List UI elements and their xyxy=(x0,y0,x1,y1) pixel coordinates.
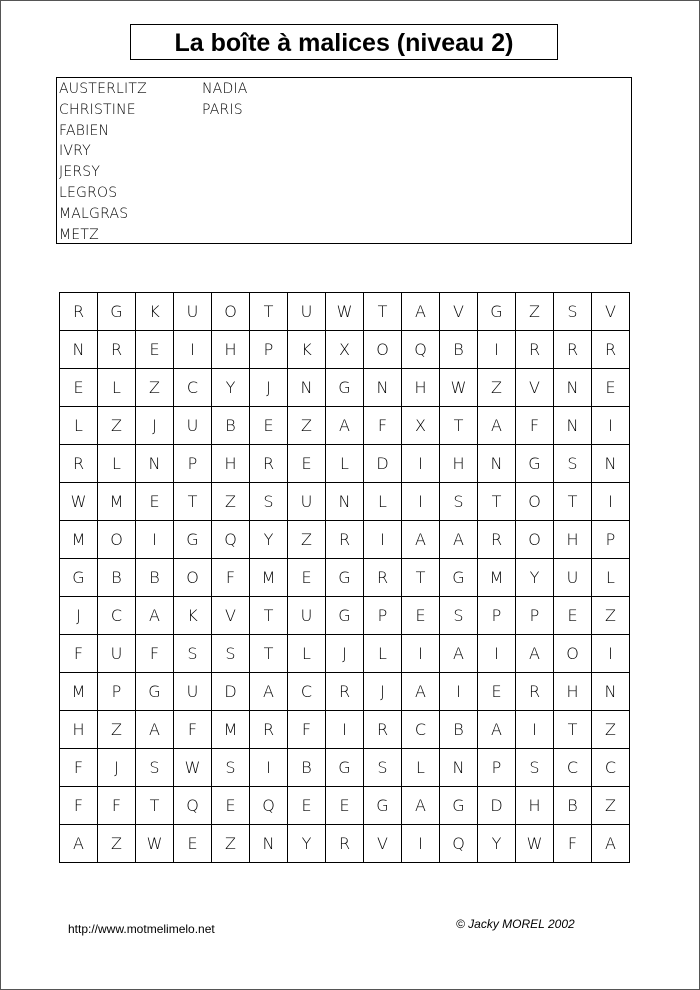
grid-cell[interactable]: G xyxy=(440,559,478,597)
grid-cell[interactable]: R xyxy=(250,711,288,749)
grid-cell[interactable]: S xyxy=(516,749,554,787)
grid-cell[interactable]: Y xyxy=(212,369,250,407)
grid-cell[interactable]: E xyxy=(136,483,174,521)
grid-cell[interactable]: S xyxy=(174,635,212,673)
grid-cell[interactable]: Q xyxy=(174,787,212,825)
grid-cell[interactable]: S xyxy=(554,445,592,483)
grid-cell[interactable]: D xyxy=(478,787,516,825)
grid-cell[interactable]: Z xyxy=(592,597,630,635)
grid-cell[interactable]: H xyxy=(212,331,250,369)
grid-cell[interactable]: P xyxy=(364,597,402,635)
grid-cell[interactable]: O xyxy=(516,521,554,559)
page-title: La boîte à malices (niveau 2) xyxy=(130,24,558,60)
grid-cell[interactable]: I xyxy=(592,483,630,521)
grid-cell[interactable]: R xyxy=(554,331,592,369)
grid-cell[interactable]: W xyxy=(440,369,478,407)
grid-cell[interactable]: R xyxy=(326,521,364,559)
grid-cell[interactable]: Z xyxy=(98,711,136,749)
grid-cell[interactable]: G xyxy=(326,597,364,635)
grid-cell[interactable]: U xyxy=(174,407,212,445)
grid-cell[interactable]: Z xyxy=(516,293,554,331)
grid-cell[interactable]: M xyxy=(212,711,250,749)
grid-cell[interactable]: S xyxy=(212,749,250,787)
grid-cell[interactable]: I xyxy=(326,711,364,749)
grid-cell[interactable]: E xyxy=(326,787,364,825)
grid-cell[interactable]: J xyxy=(136,407,174,445)
grid-cell[interactable]: L xyxy=(98,445,136,483)
grid-cell[interactable]: F xyxy=(174,711,212,749)
grid-cell[interactable]: L xyxy=(364,635,402,673)
grid-cell[interactable]: T xyxy=(364,293,402,331)
grid-cell[interactable]: N xyxy=(136,445,174,483)
grid-cell[interactable]: F xyxy=(136,635,174,673)
word-item: AUSTERLITZ xyxy=(59,81,147,97)
grid-cell[interactable]: F xyxy=(364,407,402,445)
grid-row xyxy=(60,559,630,597)
grid-cell[interactable]: H xyxy=(554,673,592,711)
grid-cell[interactable]: Y xyxy=(250,521,288,559)
grid-cell[interactable]: O xyxy=(516,483,554,521)
grid-cell[interactable]: I xyxy=(478,635,516,673)
grid-cell[interactable]: T xyxy=(478,483,516,521)
grid-cell[interactable]: R xyxy=(60,293,98,331)
grid-cell[interactable]: G xyxy=(60,559,98,597)
word-item: CHRISTINE xyxy=(59,101,136,118)
grid-cell[interactable]: H xyxy=(212,445,250,483)
grid-cell[interactable]: D xyxy=(212,673,250,711)
grid-cell[interactable]: Z xyxy=(98,825,136,863)
grid-cell[interactable]: R xyxy=(516,673,554,711)
grid-cell[interactable]: N xyxy=(288,369,326,407)
grid-cell[interactable]: B xyxy=(212,407,250,445)
grid-cell[interactable]: I xyxy=(250,749,288,787)
grid-cell[interactable]: V xyxy=(364,825,402,863)
grid-cell[interactable]: N xyxy=(440,749,478,787)
grid-row xyxy=(60,635,630,673)
word-item: PARIS xyxy=(202,101,243,118)
grid-cell[interactable]: A xyxy=(478,711,516,749)
grid-cell[interactable]: N xyxy=(250,825,288,863)
grid-cell[interactable]: A xyxy=(592,825,630,863)
grid-cell[interactable]: Q xyxy=(440,825,478,863)
grid-row xyxy=(60,369,630,407)
grid-cell[interactable]: V xyxy=(516,369,554,407)
grid-cell[interactable]: T xyxy=(250,635,288,673)
grid-cell[interactable]: O xyxy=(212,293,250,331)
grid-cell[interactable]: Z xyxy=(98,407,136,445)
grid-cell[interactable]: T xyxy=(554,711,592,749)
grid-cell[interactable]: R xyxy=(478,521,516,559)
grid-cell[interactable]: A xyxy=(440,635,478,673)
footer-copyright: © Jacky MOREL 2002 xyxy=(456,917,575,931)
grid-cell[interactable]: I xyxy=(592,635,630,673)
grid-cell[interactable]: N xyxy=(554,407,592,445)
grid-cell[interactable]: P xyxy=(250,331,288,369)
grid-cell[interactable]: A xyxy=(402,787,440,825)
grid-cell[interactable]: F xyxy=(212,559,250,597)
grid-cell[interactable]: M xyxy=(60,673,98,711)
grid-row xyxy=(60,673,630,711)
grid-cell[interactable]: F xyxy=(516,407,554,445)
grid-cell[interactable]: U xyxy=(288,597,326,635)
grid-cell[interactable]: E xyxy=(402,597,440,635)
grid-cell[interactable]: F xyxy=(554,825,592,863)
grid-cell[interactable]: R xyxy=(326,673,364,711)
grid-cell[interactable]: L xyxy=(592,559,630,597)
grid-cell[interactable]: L xyxy=(60,407,98,445)
grid-cell[interactable]: I xyxy=(136,521,174,559)
grid-cell[interactable]: N xyxy=(592,673,630,711)
grid-cell[interactable]: O xyxy=(364,331,402,369)
grid-cell[interactable]: K xyxy=(174,597,212,635)
grid-cell[interactable]: O xyxy=(98,521,136,559)
grid-cell[interactable]: A xyxy=(402,293,440,331)
grid-cell[interactable]: F xyxy=(288,711,326,749)
grid-cell[interactable]: I xyxy=(478,331,516,369)
grid-cell[interactable]: G xyxy=(98,293,136,331)
grid-cell[interactable]: M xyxy=(478,559,516,597)
grid-cell[interactable]: E xyxy=(136,331,174,369)
grid-cell[interactable]: C xyxy=(288,673,326,711)
grid-cell[interactable]: L xyxy=(98,369,136,407)
grid-cell[interactable]: J xyxy=(250,369,288,407)
grid-row xyxy=(60,293,630,331)
grid-cell[interactable]: T xyxy=(174,483,212,521)
grid-row xyxy=(60,711,630,749)
grid-cell[interactable]: H xyxy=(554,521,592,559)
grid-cell[interactable]: P xyxy=(478,749,516,787)
grid-cell[interactable]: L xyxy=(326,445,364,483)
grid-cell[interactable]: G xyxy=(478,293,516,331)
grid-cell[interactable]: F xyxy=(60,635,98,673)
grid-cell[interactable]: Z xyxy=(212,825,250,863)
grid-cell[interactable]: E xyxy=(288,559,326,597)
grid-cell[interactable]: A xyxy=(250,673,288,711)
grid-cell[interactable]: Y xyxy=(516,559,554,597)
grid-cell[interactable]: N xyxy=(60,331,98,369)
grid-cell[interactable]: H xyxy=(516,787,554,825)
grid-cell[interactable]: P xyxy=(98,673,136,711)
grid-cell[interactable]: T xyxy=(402,559,440,597)
grid-cell[interactable]: R xyxy=(60,445,98,483)
grid-cell[interactable]: C xyxy=(592,749,630,787)
grid-cell[interactable]: T xyxy=(250,597,288,635)
grid-cell[interactable]: B xyxy=(440,331,478,369)
grid-row xyxy=(60,445,630,483)
grid-cell[interactable]: N xyxy=(364,369,402,407)
grid-cell[interactable]: F xyxy=(60,749,98,787)
grid-cell[interactable]: O xyxy=(554,635,592,673)
grid-cell[interactable]: P xyxy=(478,597,516,635)
grid-cell[interactable]: U xyxy=(98,635,136,673)
grid-cell[interactable]: R xyxy=(516,331,554,369)
grid-cell[interactable]: I xyxy=(592,407,630,445)
grid-row xyxy=(60,331,630,369)
grid-cell[interactable]: K xyxy=(136,293,174,331)
word-item: NADIA xyxy=(202,81,248,97)
grid-cell[interactable]: A xyxy=(516,635,554,673)
grid-cell[interactable]: R xyxy=(326,825,364,863)
grid-cell[interactable]: S xyxy=(250,483,288,521)
grid-cell[interactable]: G xyxy=(326,369,364,407)
grid-cell[interactable]: Y xyxy=(288,825,326,863)
grid-cell[interactable]: P xyxy=(516,597,554,635)
grid-cell[interactable]: Q xyxy=(250,787,288,825)
grid-cell[interactable]: A xyxy=(60,825,98,863)
word-item: METZ xyxy=(59,226,99,243)
grid-cell[interactable]: Z xyxy=(288,521,326,559)
grid-cell[interactable]: S xyxy=(554,293,592,331)
grid-cell[interactable]: Z xyxy=(212,483,250,521)
grid-cell[interactable]: B xyxy=(554,787,592,825)
grid-cell[interactable]: R xyxy=(98,331,136,369)
grid-cell[interactable]: E xyxy=(60,369,98,407)
grid-cell[interactable]: V xyxy=(212,597,250,635)
grid-cell[interactable]: R xyxy=(250,445,288,483)
grid-row xyxy=(60,407,630,445)
grid-cell[interactable]: G xyxy=(136,673,174,711)
grid-cell[interactable]: U xyxy=(288,483,326,521)
word-item: JERSY xyxy=(59,164,101,181)
grid-cell[interactable]: W xyxy=(60,483,98,521)
grid-cell[interactable]: Q xyxy=(402,331,440,369)
grid-cell[interactable]: I xyxy=(402,635,440,673)
grid-cell[interactable]: A xyxy=(136,597,174,635)
grid-row xyxy=(60,597,630,635)
grid-cell[interactable]: H xyxy=(402,369,440,407)
grid-cell[interactable]: I xyxy=(364,521,402,559)
letter-grid xyxy=(59,292,630,863)
word-item: LEGROS xyxy=(59,184,118,201)
grid-cell[interactable]: F xyxy=(60,787,98,825)
grid-cell[interactable]: G xyxy=(326,559,364,597)
grid-cell[interactable]: T xyxy=(136,787,174,825)
grid-cell[interactable]: A xyxy=(402,673,440,711)
grid-cell[interactable]: Z xyxy=(478,369,516,407)
grid-cell[interactable]: M xyxy=(98,483,136,521)
grid-row xyxy=(60,749,630,787)
word-list-column-2 xyxy=(202,79,248,121)
grid-cell[interactable]: E xyxy=(174,825,212,863)
grid-cell[interactable]: U xyxy=(174,293,212,331)
grid-cell[interactable]: E xyxy=(478,673,516,711)
grid-cell[interactable]: S xyxy=(136,749,174,787)
grid-cell[interactable]: A xyxy=(478,407,516,445)
grid-cell[interactable]: O xyxy=(174,559,212,597)
grid-cell[interactable]: S xyxy=(364,749,402,787)
grid-cell[interactable]: S xyxy=(212,635,250,673)
word-list-box xyxy=(56,77,632,244)
grid-row xyxy=(60,787,630,825)
grid-cell[interactable]: B xyxy=(440,711,478,749)
grid-cell[interactable]: L xyxy=(288,635,326,673)
grid-cell[interactable]: A xyxy=(326,407,364,445)
grid-cell[interactable]: I xyxy=(440,673,478,711)
grid-cell[interactable]: G xyxy=(364,787,402,825)
grid-cell[interactable]: C xyxy=(402,711,440,749)
grid-cell[interactable]: X xyxy=(402,407,440,445)
word-list-column-1 xyxy=(59,79,147,245)
grid-cell[interactable]: T xyxy=(554,483,592,521)
grid-cell[interactable]: G xyxy=(516,445,554,483)
grid-cell[interactable]: L xyxy=(364,483,402,521)
grid-cell[interactable]: U xyxy=(288,293,326,331)
grid-cell[interactable]: J xyxy=(364,673,402,711)
grid-cell[interactable]: G xyxy=(440,787,478,825)
grid-cell[interactable]: S xyxy=(440,483,478,521)
grid-cell[interactable]: Z xyxy=(136,369,174,407)
grid-cell[interactable]: T xyxy=(440,407,478,445)
grid-cell[interactable]: G xyxy=(174,521,212,559)
grid-cell[interactable]: R xyxy=(364,711,402,749)
grid-cell[interactable]: C xyxy=(98,597,136,635)
grid-cell[interactable]: N xyxy=(326,483,364,521)
grid-cell[interactable]: W xyxy=(174,749,212,787)
grid-cell[interactable]: C xyxy=(554,749,592,787)
grid-cell[interactable]: S xyxy=(440,597,478,635)
grid-cell[interactable]: V xyxy=(592,293,630,331)
grid-cell[interactable]: W xyxy=(326,293,364,331)
grid-cell[interactable]: P xyxy=(174,445,212,483)
grid-cell[interactable]: T xyxy=(250,293,288,331)
grid-cell[interactable]: Y xyxy=(478,825,516,863)
grid-cell[interactable]: J xyxy=(60,597,98,635)
grid-cell[interactable]: E xyxy=(288,787,326,825)
grid-cell[interactable]: I xyxy=(174,331,212,369)
footer-url: http://www.motmelimelo.net xyxy=(68,922,215,936)
grid-cell[interactable]: I xyxy=(402,483,440,521)
grid-row xyxy=(60,483,630,521)
grid-cell[interactable]: U xyxy=(554,559,592,597)
grid-cell[interactable]: E xyxy=(212,787,250,825)
grid-cell[interactable]: R xyxy=(364,559,402,597)
grid-cell[interactable]: I xyxy=(402,825,440,863)
grid-cell[interactable]: E xyxy=(288,445,326,483)
grid-cell[interactable]: N xyxy=(592,445,630,483)
grid-cell[interactable]: J xyxy=(98,749,136,787)
grid-cell[interactable]: H xyxy=(440,445,478,483)
grid-cell[interactable]: G xyxy=(326,749,364,787)
grid-cell[interactable]: P xyxy=(592,521,630,559)
grid-cell[interactable]: L xyxy=(402,749,440,787)
grid-cell[interactable]: I xyxy=(516,711,554,749)
grid-cell[interactable]: A xyxy=(402,521,440,559)
grid-cell[interactable]: H xyxy=(60,711,98,749)
grid-cell[interactable]: E xyxy=(554,597,592,635)
grid-cell[interactable]: B xyxy=(288,749,326,787)
grid-cell[interactable]: M xyxy=(250,559,288,597)
grid-cell[interactable]: Z xyxy=(592,711,630,749)
word-item: IVRY xyxy=(59,143,91,160)
grid-cell[interactable]: E xyxy=(250,407,288,445)
grid-cell[interactable]: I xyxy=(402,445,440,483)
grid-cell[interactable]: U xyxy=(174,673,212,711)
grid-cell[interactable]: A xyxy=(136,711,174,749)
grid-cell[interactable]: V xyxy=(440,293,478,331)
grid-cell[interactable]: F xyxy=(98,787,136,825)
grid-cell[interactable]: B xyxy=(98,559,136,597)
grid-cell[interactable]: K xyxy=(288,331,326,369)
grid-cell[interactable]: E xyxy=(592,369,630,407)
grid-cell[interactable]: A xyxy=(440,521,478,559)
grid-cell[interactable]: B xyxy=(136,559,174,597)
grid-cell[interactable]: D xyxy=(364,445,402,483)
grid-cell[interactable]: W xyxy=(136,825,174,863)
grid-cell[interactable]: N xyxy=(554,369,592,407)
word-item: MALGRAS xyxy=(59,205,129,222)
grid-row xyxy=(60,825,630,863)
grid-cell[interactable]: Q xyxy=(212,521,250,559)
grid-cell[interactable]: M xyxy=(60,521,98,559)
grid-cell[interactable]: C xyxy=(174,369,212,407)
word-item: FABIEN xyxy=(59,122,110,139)
grid-cell[interactable]: Z xyxy=(592,787,630,825)
grid-cell[interactable]: X xyxy=(326,331,364,369)
grid-cell[interactable]: N xyxy=(478,445,516,483)
grid-cell[interactable]: W xyxy=(516,825,554,863)
grid-cell[interactable]: Z xyxy=(288,407,326,445)
grid-cell[interactable]: J xyxy=(326,635,364,673)
grid-row xyxy=(60,521,630,559)
grid-cell[interactable]: R xyxy=(592,331,630,369)
